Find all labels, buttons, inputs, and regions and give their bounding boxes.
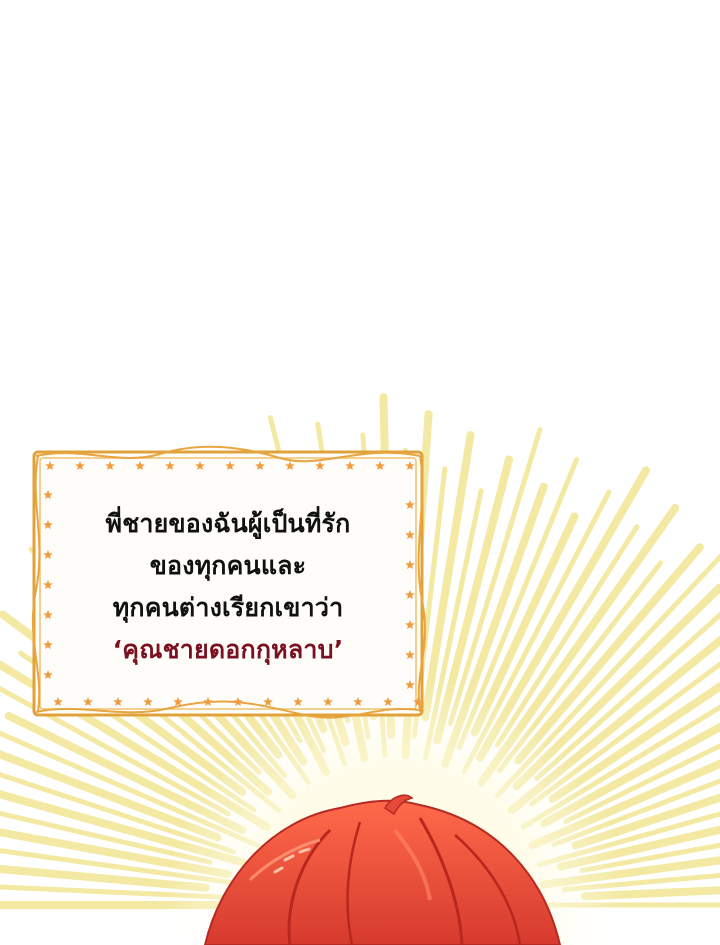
caption-line-1: พี่ชายของฉันผู้เป็นที่รัก [105,508,351,538]
caption-line-4: ‘คุณชายดอกกุหลาบ’ [112,634,344,664]
caption-line-3: ทุกคนต่างเรียกเขาว่า [112,592,344,622]
narration-caption [34,452,422,715]
caption-line-2: ของทุกคนและ [149,550,307,580]
